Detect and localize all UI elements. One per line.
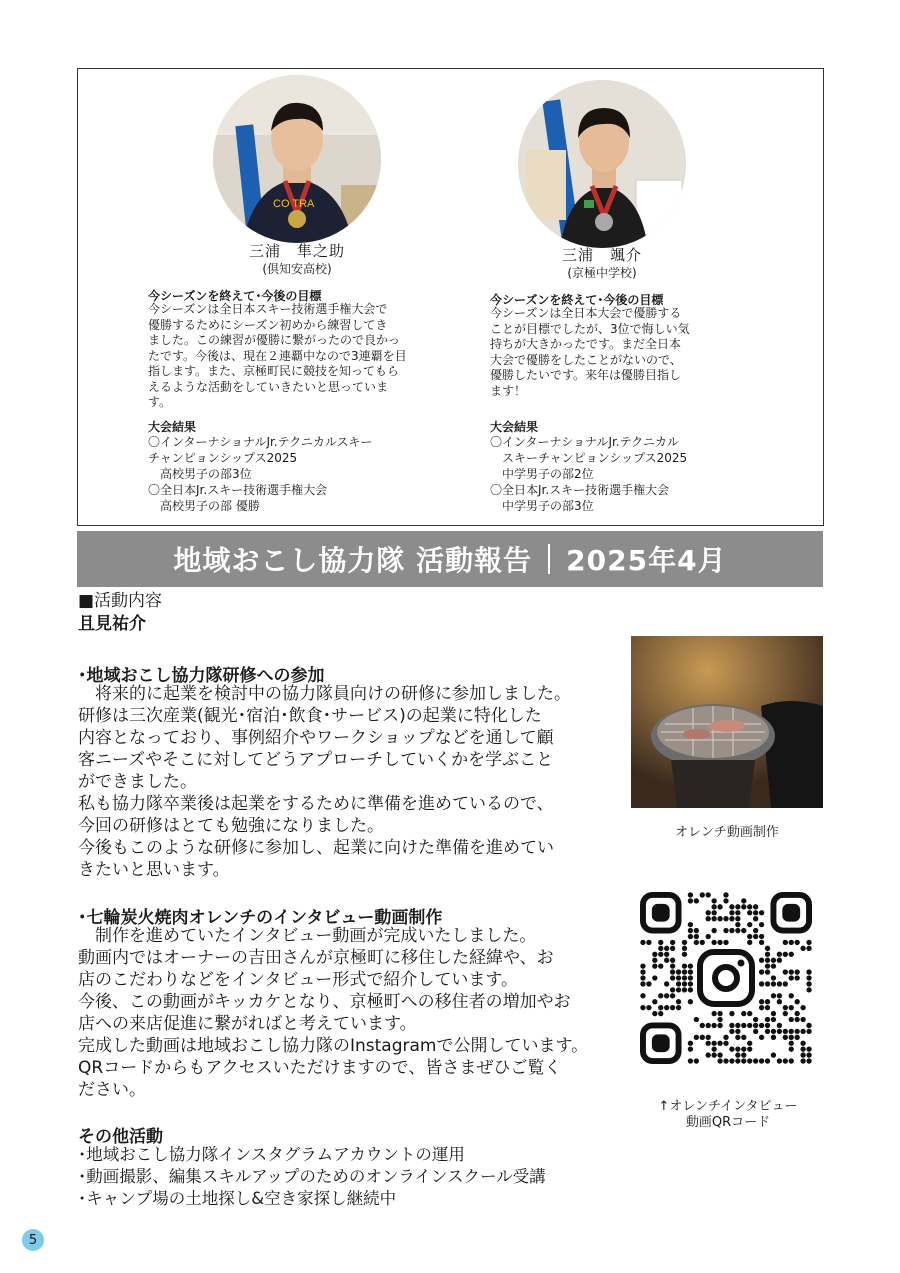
banner-divider (548, 544, 550, 574)
text-line: スキーチャンピョンシップス2025 (490, 451, 688, 465)
text-line: えるような活動をしていきたいと思っていま (148, 379, 389, 394)
qr-caption-line: ↑オレンチインタビュー (658, 1099, 798, 1114)
text-line: 指します。また、京極町民に競技を知ってもら (148, 364, 400, 378)
goal-text-2 (490, 306, 720, 399)
text-line: 優勝したいです。来年は優勝目指し (490, 368, 682, 382)
text-line: 高校男子の部 優勝 (148, 499, 260, 513)
text-line: 将来的に起業を検討中の協力隊員向けの研修に参加しました。 (78, 684, 571, 704)
section-title-video: ･七輪炭火焼肉オレンチのインタビュー動画制作 (78, 908, 443, 928)
list-item: ･キャンプ場の土地探し&空き家探し継続中 (78, 1189, 397, 1208)
section-body-video (78, 925, 588, 1101)
section-title-other: その他活動 (78, 1127, 163, 1147)
section-title-training: ･地域おこし協力隊研修への参加 (78, 666, 325, 686)
goal-text-1 (148, 302, 438, 411)
text-line: ができました。 (78, 772, 197, 792)
text-line: 今後もこのような研修に参加し、起業に向けた準備を進めてい (78, 838, 554, 858)
other-activities-list (78, 1144, 546, 1210)
text-line: 持ちが大きかったです。まだ全日本 (490, 337, 682, 351)
photo-caption: オレンチ動画制作 (675, 825, 779, 840)
goal-heading-2: 今シーズンを終えて･今後の目標 (490, 293, 664, 307)
text-line: 優勝するためにシーズン初めから練習してき (148, 317, 388, 332)
text-line: ました。この練習が優勝に繋がったので良かっ (148, 333, 401, 347)
results-text-2 (490, 434, 687, 514)
athlete-name-1: 三浦 隼之助 (248, 242, 345, 260)
text-line: 中学男子の部3位 (490, 499, 594, 513)
text-line: 店のこだわりなどをインタビュー形式で紹介しています。 (78, 970, 518, 990)
athlete-school-2: (京極中学校) (567, 266, 637, 280)
results-text-1 (148, 434, 373, 514)
text-line: ださい。 (78, 1080, 146, 1100)
text-line: QRコードからもアクセスいただけますので、皆さまぜひご覧く (78, 1058, 562, 1078)
text-line: 動画内ではオーナーの吉田さんが京極町に移住した経緯や、お (78, 948, 554, 968)
yakiniku-photo (631, 636, 823, 808)
results-heading-2: 大会結果 (490, 420, 539, 434)
athlete-name-2: 三浦 颯介 (561, 246, 642, 264)
text-line: ます！ (490, 383, 527, 398)
text-line: 〇インターナショナルJr.テクニカル (490, 435, 679, 449)
page-number: 5 (22, 1229, 44, 1251)
text-line: 今シーズンは全日本大会で優勝する (490, 306, 682, 320)
text-line: 内容となっており、事例紹介やワークショップなどを通して顧 (78, 728, 554, 748)
text-line: ことが目標でしたが、3位で悔しい気 (490, 321, 690, 336)
svg-text:CO TRA: CO TRA (273, 198, 315, 210)
instagram-qr-code[interactable] (640, 892, 812, 1064)
author-name: 且見祐介 (78, 614, 146, 634)
banner-title: 地域おこし協力隊 活動報告 (173, 544, 533, 577)
text-line: 研修は三次産業(観光･宿泊･飲食･サービス)の起業に特化した (78, 706, 542, 726)
text-line: 制作を進めていたインタビュー動画が完成いたしました。 (78, 926, 537, 946)
text-line: 大会で優勝をしたことがないので、 (490, 352, 682, 367)
text-line: 今後、この動画がキッカケとなり、京極町への移住者の増加やお (78, 992, 571, 1012)
text-line: す。 (148, 395, 172, 409)
list-item: ･動画撮影、編集スキルアップのためのオンラインスクール受講 (78, 1167, 546, 1186)
results-heading-1: 大会結果 (148, 420, 197, 434)
athlete-photo-1 (213, 75, 381, 243)
qr-caption (632, 1099, 824, 1131)
text-line: たです。今後は、現在２連覇中なので3連覇を目 (148, 348, 407, 363)
text-line: 〇全日本Jr.スキー技術選手権大会 (490, 483, 670, 497)
text-line: 店への来店促進に繋がればと考えています。 (78, 1014, 417, 1034)
text-line: 私も協力隊卒業後は起業をするために準備を進めているので、 (78, 794, 554, 814)
text-line: 高校男子の部3位 (148, 467, 252, 481)
banner-date: 2025年4月 (566, 544, 727, 577)
text-line: きたいと思います。 (78, 860, 230, 880)
text-line: 〇インターナショナルJr.テクニカルスキー (148, 435, 373, 449)
text-line: 〇全日本Jr.スキー技術選手権大会 (148, 483, 328, 497)
activity-label: ■活動内容 (78, 591, 163, 611)
text-line: 中学男子の部2位 (490, 467, 594, 481)
text-line: 今シーズンは全日本スキー技術選手権大会で (148, 302, 388, 316)
qr-caption-line: 動画QRコード (685, 1115, 771, 1130)
athlete-school-1: (倶知安高校) (262, 262, 332, 276)
athlete-photo-2 (518, 80, 686, 248)
goal-heading-1: 今シーズンを終えて･今後の目標 (148, 289, 322, 303)
text-line: チャンピョンシップス2025 (148, 451, 298, 465)
section-banner (77, 531, 823, 587)
section-body-training (78, 683, 571, 881)
list-item: ･地域おこし協力隊インスタグラムアカウントの運用 (78, 1145, 465, 1164)
text-line: 今回の研修はとても勉強になりました。 (78, 816, 384, 836)
text-line: 客ニーズやそこに対してどうアプローチしていくかを学ぶこと (78, 750, 554, 770)
text-line: 完成した動画は地域おこし協力隊のInstagramで公開しています。 (78, 1036, 589, 1056)
